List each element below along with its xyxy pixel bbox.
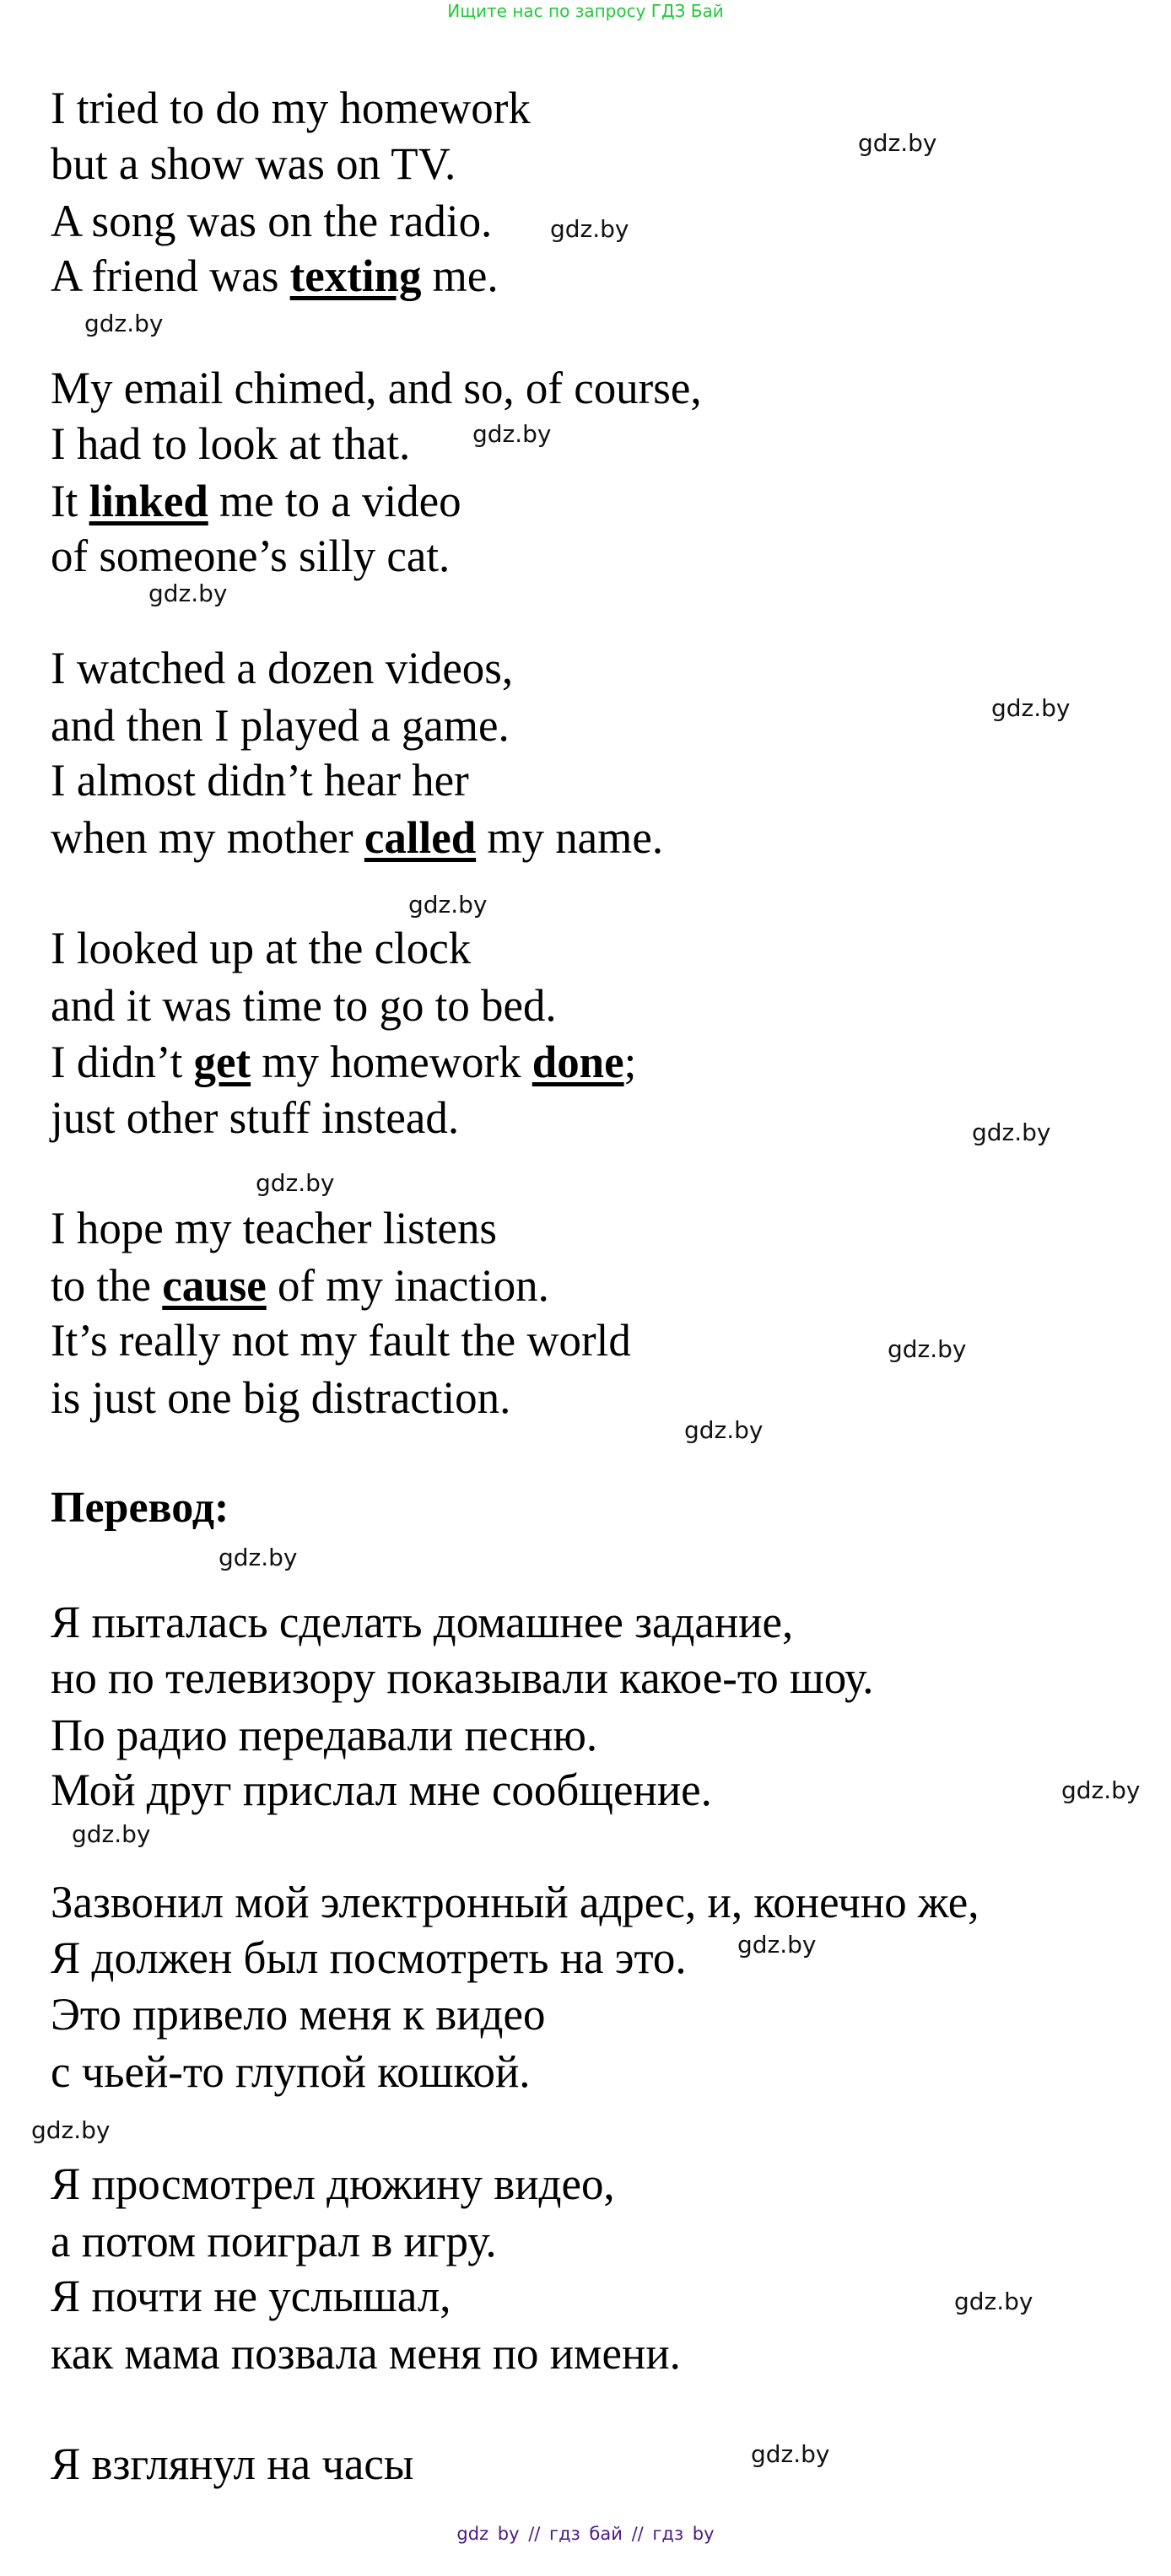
watermark: gdz.by — [737, 1931, 817, 1959]
watermark: gdz.by — [991, 694, 1071, 722]
footer-links[interactable]: gdz by // гдз бай // гдз by — [456, 2524, 715, 2544]
poem-line: and it was time to go to bed. — [51, 980, 557, 1031]
line-text: me to a video — [208, 476, 461, 526]
translation-line: Я должен был посмотреть на это. — [51, 1932, 687, 1983]
poem-line — [51, 476, 461, 526]
poem-line: I had to look at that. — [51, 418, 411, 469]
watermark: gdz.by — [550, 215, 629, 243]
watermark: gdz.by — [684, 1416, 764, 1444]
translation-line: Я взглянул на часы — [51, 2439, 414, 2489]
watermark: gdz.by — [972, 1118, 1051, 1146]
highlighted-word: called — [364, 812, 477, 863]
line-text: A friend was — [51, 251, 290, 301]
poem-line: I tried to do my homework — [51, 83, 531, 133]
watermark: gdz.by — [31, 2116, 111, 2144]
translation-line: По радио передавали песню. — [51, 1710, 598, 1760]
poem-line: It’s really not my fault the world — [51, 1315, 631, 1366]
line-text: It — [51, 476, 89, 526]
translation-line: Это привело меня к видео — [51, 1989, 546, 2040]
poem-line: of someone’s silly cat. — [51, 531, 451, 581]
highlighted-word: cause — [162, 1260, 267, 1311]
line-text: to the — [51, 1260, 163, 1311]
line-text: my name. — [476, 812, 664, 863]
line-text: ; — [623, 1037, 637, 1087]
poem-line: A song was on the radio. — [51, 196, 493, 246]
watermark: gdz.by — [1061, 1776, 1141, 1804]
poem-line — [51, 1260, 549, 1311]
translation-line: Я почти не услышал, — [51, 2271, 451, 2321]
translation-line: но по телевизору показывали какое-то шоу. — [51, 1652, 874, 1703]
line-text: I didn’t — [51, 1037, 194, 1087]
watermark: gdz.by — [472, 420, 552, 448]
poem-line — [51, 251, 499, 301]
watermark: gdz.by — [751, 2440, 830, 2468]
watermark: gdz.by — [84, 310, 164, 337]
line-text: when my mother — [51, 812, 364, 863]
translation-line: как мама позвала меня по имени. — [51, 2328, 681, 2379]
watermark: gdz.by — [148, 579, 228, 607]
highlighted-word: texting — [289, 251, 422, 301]
poem-line: My email chimed, and so, of course, — [51, 363, 702, 413]
watermark: gdz.by — [954, 2288, 1033, 2315]
poem-line: I hope my teacher listens — [51, 1203, 498, 1253]
translation-line: а потом поиграл в игру. — [51, 2216, 497, 2266]
poem-line: I watched a dozen videos, — [51, 643, 514, 693]
translation-line: с чьей-то глупой кошкой. — [51, 2046, 531, 2097]
translation-line: Я просмотрел дюжину видео, — [51, 2158, 615, 2209]
poem-line: and then I played a game. — [51, 700, 510, 751]
watermark: gdz.by — [256, 1169, 335, 1197]
poem-line — [51, 1037, 636, 1087]
poem-line: I looked up at the clock — [51, 923, 472, 973]
highlighted-word: done — [532, 1037, 624, 1087]
line-text: me. — [421, 251, 499, 301]
search-banner[interactable]: Ищите нас по запросу ГДЗ Бай — [447, 1, 724, 21]
poem-line — [51, 812, 663, 863]
line-text: of my inaction. — [266, 1260, 549, 1311]
poem-line: is just one big distraction. — [51, 1372, 511, 1423]
poem-line: I almost didn’t hear her — [51, 755, 469, 806]
translation-line: Мой друг прислал мне сообщение. — [51, 1765, 712, 1815]
poem-line: just other stuff instead. — [51, 1092, 460, 1143]
watermark: gdz.by — [72, 1820, 151, 1848]
translation-heading: Перевод: — [51, 1484, 229, 1532]
highlighted-word: get — [193, 1037, 251, 1087]
watermark: gdz.by — [408, 891, 488, 919]
translation-line: Зазвонил мой электронный адрес, и, конечно же, — [51, 1877, 979, 1927]
watermark: gdz.by — [219, 1544, 298, 1571]
translation-line: Я пыталась сделать домашнее задание, — [51, 1597, 794, 1647]
watermark: gdz.by — [888, 1335, 967, 1363]
watermark: gdz.by — [858, 129, 937, 157]
line-text: my homework — [251, 1037, 532, 1087]
poem-line: but a show was on TV. — [51, 138, 456, 189]
highlighted-word: linked — [89, 476, 208, 526]
